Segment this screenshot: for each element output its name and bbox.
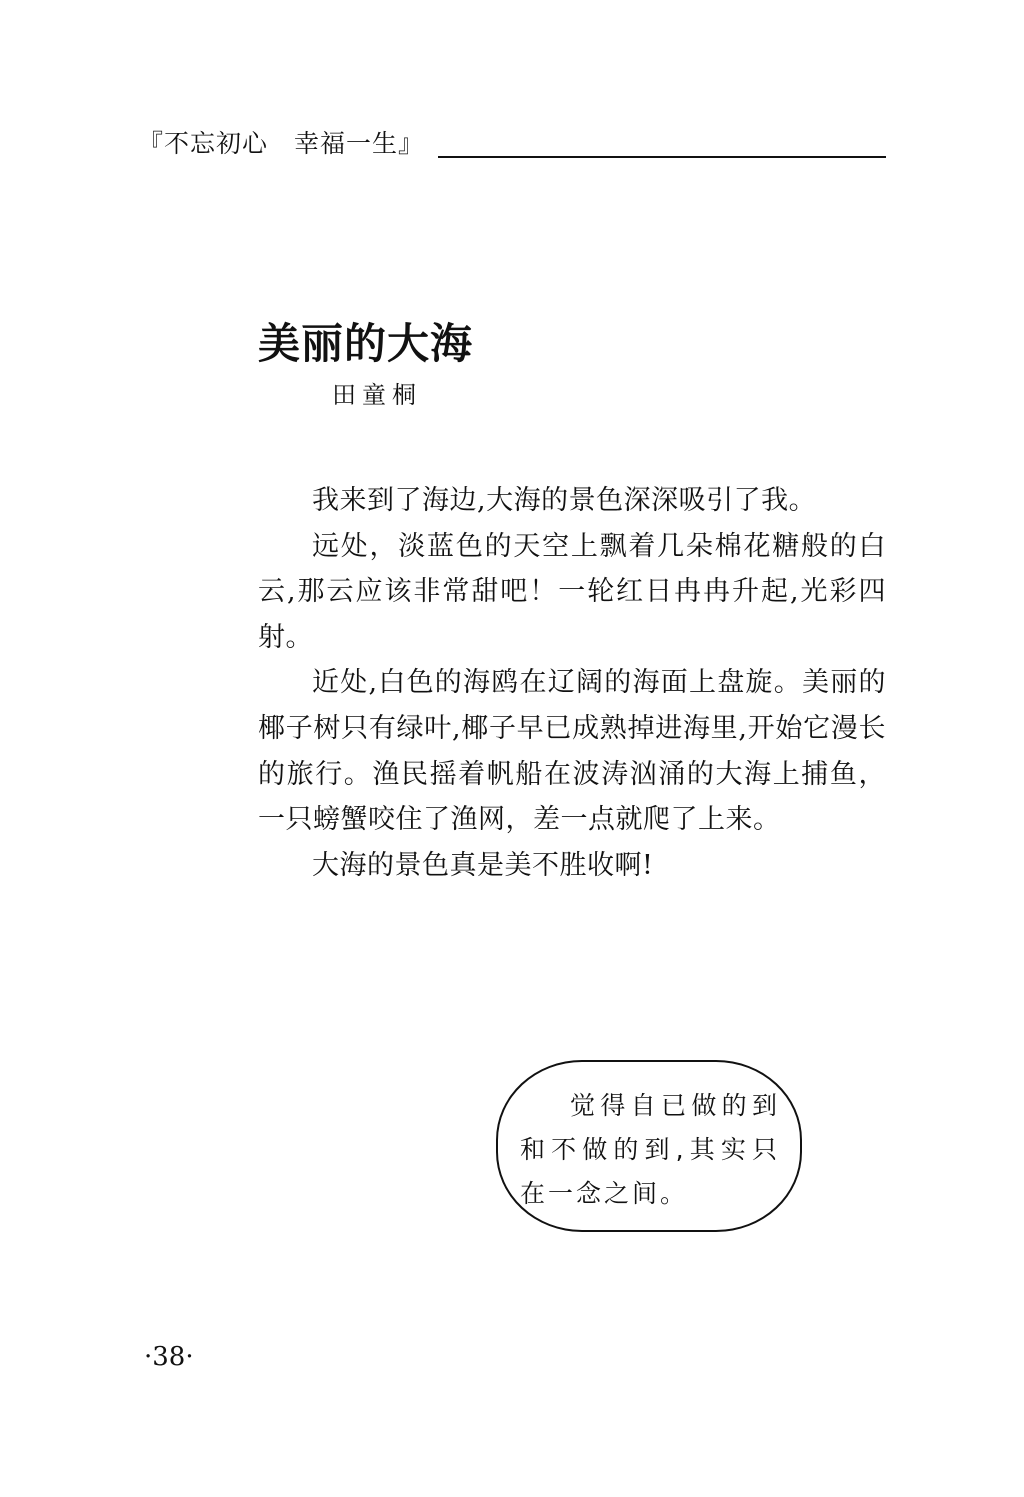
paragraph: 我来到了海边,大海的景色深深吸引了我。 xyxy=(312,485,817,516)
running-header xyxy=(138,128,886,162)
page-number: ·38· xyxy=(144,1342,194,1372)
note-bubble xyxy=(496,1060,802,1232)
article-body xyxy=(258,478,886,888)
paragraph: 远处，淡蓝色的天空上飘着几朵棉花糖般的白云,那云应该非常甜吧！一轮红日冉冉升起,光彩四射。 xyxy=(258,530,886,653)
article-author: 田童桐 xyxy=(332,381,422,409)
article-title: 美丽的大海 xyxy=(258,319,474,368)
running-header-title: 『不忘初心 幸福一生』 xyxy=(138,129,425,158)
paragraph: 大海的景色真是美不胜收啊! xyxy=(312,849,654,881)
note-text: 觉得自已做的到和不做的到,其实只在一念之间。 xyxy=(520,1091,780,1208)
header-rule xyxy=(438,156,886,158)
paragraph: 近处,白色的海鸥在辽阔的海面上盘旋。美丽的椰子树只有绿叶,椰子早已成熟掉进海里,开始它漫长的旅行。渔民摇着帆船在波涛汹涌的大海上捕鱼，一只螃蟹咬住了渔网，差一点就爬了上来。 xyxy=(258,667,886,836)
